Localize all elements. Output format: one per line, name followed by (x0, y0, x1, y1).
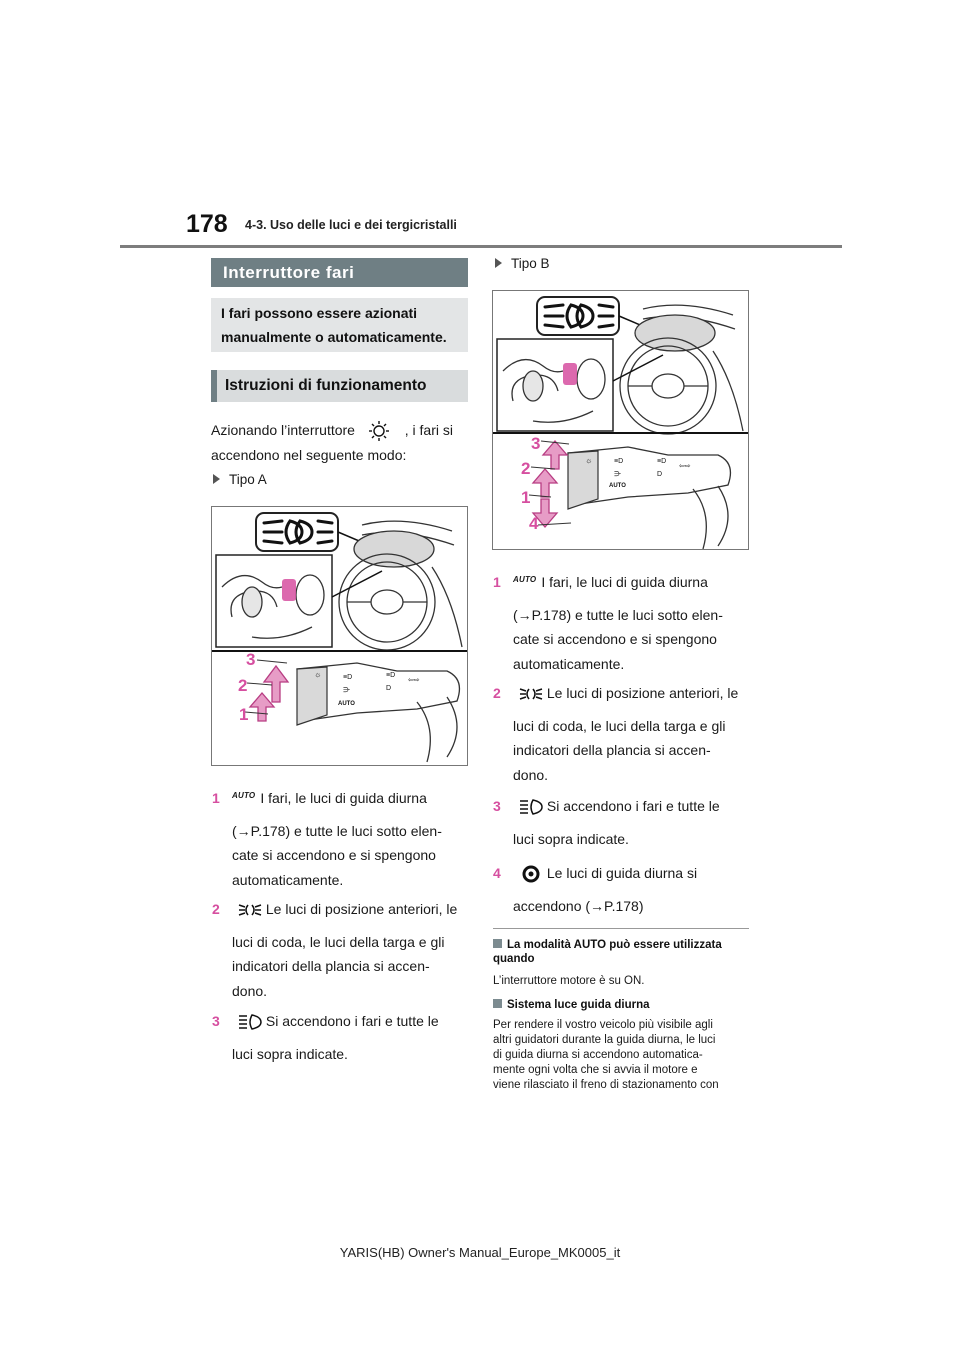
right-item-2 (493, 681, 753, 787)
left-item-2-line-1: Le luci di posizione anteriori, le (265, 901, 458, 917)
headlight-symbol-icon (256, 513, 338, 551)
right-item-1-number: 1 (493, 574, 501, 590)
svg-text:⇦⇨: ⇦⇨ (408, 677, 420, 684)
square-bullet-icon (493, 999, 502, 1008)
subsection-title: Istruzioni di funzionamento (225, 377, 427, 394)
fig-b-label-4: 4 (529, 514, 539, 533)
right-item-3-line-2: luci sopra indicate. (513, 830, 629, 847)
note-2-heading (493, 998, 751, 1012)
right-item-4-line-2: accendono (→P.178) (513, 897, 644, 914)
left-item-1-line-2: (→P.178) e tutte le luci sotto elen- (232, 822, 442, 839)
subsection-banner (211, 370, 468, 402)
right-item-1-line-3: cate si accendono e si spengono (513, 631, 717, 647)
drl-icon (519, 865, 543, 883)
right-item-4-line-1: Le luci di guida diurna si (546, 865, 698, 881)
right-item-4-number: 4 (493, 865, 501, 881)
right-item-3-number: 3 (493, 798, 501, 814)
right-item-4 (493, 861, 753, 918)
fig-b-label-3: 3 (531, 434, 541, 453)
stalk-auto-label-b: AUTO (609, 483, 626, 489)
fig-a-label-1: 1 (239, 705, 249, 724)
right-item-3 (493, 794, 753, 851)
svg-text:D: D (386, 685, 392, 692)
right-item-1-line-2: (→P.178) e tutte le luci sotto elen- (513, 606, 723, 623)
stalk-drawing (568, 447, 730, 549)
right-item-2-number: 2 (493, 685, 501, 701)
auto-icon: AUTO (232, 791, 256, 800)
figure-type-a-illustration (212, 507, 468, 766)
fig-b-label-2: 2 (521, 459, 531, 478)
header-rule (120, 245, 842, 248)
svg-text:D: D (657, 471, 663, 478)
stalk-auto-label: AUTO (338, 701, 355, 707)
note-2-heading-text: Sistema luce guida diurna (507, 999, 650, 1011)
type-b-label (495, 256, 550, 271)
note-2-text (493, 1018, 751, 1093)
svg-text:≡D: ≡D (386, 672, 396, 679)
triangle-bullet-icon (213, 474, 220, 484)
type-a-label (213, 472, 267, 487)
intro-box (211, 298, 468, 352)
right-item-2-line-2: luci di coda, le luci della targa e gli (513, 717, 726, 734)
left-item-2-number: 2 (212, 901, 220, 917)
headlight-symbol-icon (537, 297, 619, 335)
type-a-text: Tipo A (229, 472, 267, 487)
notes-block (493, 938, 751, 1093)
headlight-icon (519, 798, 543, 816)
left-item-1-line-3: cate si accendono e si spengono (232, 847, 436, 863)
note-1-heading (493, 938, 751, 966)
right-item-2-line-1: Le luci di posizione anteriori, le (546, 685, 739, 701)
svg-text:☼: ☼ (585, 456, 593, 465)
right-item-1-line-1: I fari, le luci di guida diurna (541, 574, 708, 590)
left-item-2-line-4: dono. (232, 982, 268, 999)
footer: YARIS(HB) Owner's Manual_Europe_MK0005_it (339, 1245, 621, 1260)
right-item-2-line-4: dono. (513, 766, 549, 783)
left-item-2 (212, 897, 472, 1003)
svg-text:⋺: ⋺ (614, 471, 621, 478)
note-2-line-2: altri guidatori durante la guida diurna, le luci (493, 1034, 716, 1046)
left-item-3-number: 3 (212, 1013, 220, 1029)
svg-text:⇦⇨: ⇦⇨ (679, 463, 691, 470)
svg-text:☼: ☼ (314, 670, 322, 679)
triangle-bullet-icon (495, 258, 502, 268)
svg-text:⋺: ⋺ (343, 687, 350, 694)
left-item-1-line-1: I fari, le luci di guida diurna (260, 790, 427, 806)
notes-separator (493, 928, 749, 929)
square-bullet-icon (493, 939, 502, 948)
figure-type-a (211, 506, 468, 766)
position-lights-icon (238, 902, 262, 918)
left-item-1-line-4: automaticamente. (232, 871, 344, 888)
note-1-heading-text: La modalità AUTO può essere utilizzata quando (493, 939, 722, 965)
section-banner (211, 258, 468, 287)
right-item-1-line-4: automaticamente. (513, 655, 625, 672)
note-1-text: L’interruttore motore è su ON. (493, 975, 645, 987)
right-item-2-line-3: indicatori della plancia si accen- (513, 742, 711, 758)
light-switch-icon (361, 420, 397, 442)
figure-type-b-illustration (493, 291, 749, 550)
section-banner-title: Interruttore fari (223, 262, 355, 282)
note-2-line-1: Per rendere il vostro veicolo più visibile agli (493, 1019, 713, 1031)
svg-text:≡D: ≡D (343, 674, 353, 681)
fig-b-label-1: 1 (521, 488, 531, 507)
left-item-2-line-3: indicatori della plancia si accen- (232, 958, 430, 974)
stalk-drawing (297, 663, 459, 762)
left-item-1 (212, 784, 472, 892)
headlight-icon (238, 1013, 262, 1031)
section-title: 4-3. Uso delle luci e dei tergicristalli (245, 218, 457, 232)
type-b-text: Tipo B (511, 256, 550, 271)
svg-text:≡D: ≡D (657, 458, 667, 465)
fig-a-label-3: 3 (246, 650, 256, 669)
instruction-text-a: Azionando l’interruttore (211, 422, 355, 438)
left-item-3 (212, 1009, 472, 1066)
intro-text: I fari possono essere azionati manualmente o automaticamente. (221, 305, 447, 345)
right-item-3-line-1: Si accendono i fari e tutte le (546, 798, 720, 814)
note-2-line-4: mente ogni volta che si avvia il motore e (493, 1064, 698, 1076)
left-item-1-number: 1 (212, 790, 220, 806)
right-item-1 (493, 568, 753, 676)
instruction-paragraph (211, 418, 471, 467)
auto-icon: AUTO (513, 575, 537, 584)
left-item-2-line-2: luci di coda, le luci della targa e gli (232, 933, 445, 950)
left-item-3-line-2: luci sopra indicate. (232, 1045, 348, 1062)
fig-a-label-2: 2 (238, 676, 248, 695)
page-number: 178 (186, 210, 228, 238)
svg-text:≡D: ≡D (614, 458, 624, 465)
position-lights-icon (519, 686, 543, 702)
note-2-line-5: viene rilasciato il freno di stazionamento con (493, 1079, 719, 1091)
note-2-line-3: di guida diurna si accendono automatica- (493, 1049, 703, 1061)
instruction-text-b: , i fari si (404, 422, 453, 438)
left-item-3-line-1: Si accendono i fari e tutte le (265, 1013, 439, 1029)
instruction-text-c: accendono nel seguente modo: (211, 446, 407, 463)
figure-type-b (492, 290, 749, 550)
